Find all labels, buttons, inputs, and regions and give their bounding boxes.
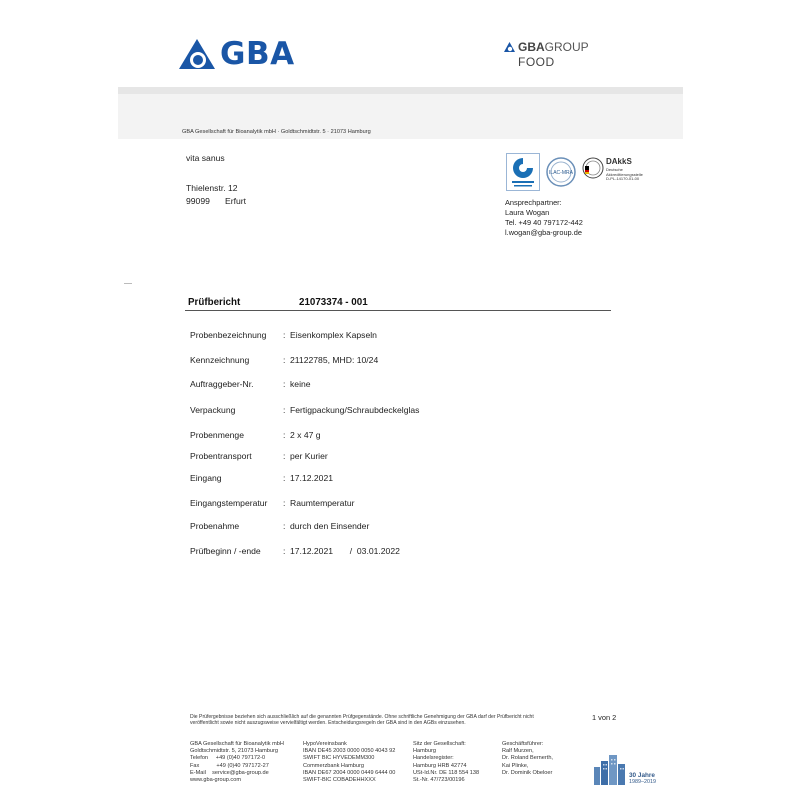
field-label: Probenmenge [190, 430, 244, 440]
footer-bank-column [303, 741, 395, 784]
field-label: Prüfbeginn / -ende [190, 546, 261, 556]
header-band-strip [118, 87, 683, 94]
contact-label: Ansprechpartner: [505, 198, 562, 207]
field-colon: : [283, 405, 286, 415]
gba-group-triangle-icon [504, 42, 515, 52]
footer-management-column [502, 741, 553, 777]
group-sub: FOOD [518, 55, 555, 69]
field-colon: : [283, 379, 286, 389]
report-title: Prüfbericht [188, 297, 241, 308]
footer-line: IBAN DE67 2004 0000 0449 6444 00 [303, 769, 396, 776]
field-colon: : [283, 330, 286, 340]
footer-line: GBA Gesellschaft für Bioanalytik mbH [190, 741, 284, 747]
building-icon [594, 755, 626, 785]
gba-triangle-icon [178, 38, 216, 70]
seal-text: ILAC-MRA [549, 170, 573, 176]
contact-email: l.wogan@gba-group.de [505, 228, 582, 237]
gba-wordmark: GBA [220, 36, 295, 72]
field-value: 21122785, MHD: 10/24 [290, 355, 379, 365]
disclaimer-line: veröffentlicht sowie nicht auszugsweise vervielfältigt werden. Entscheidungsregeln der GBA sind in den AGBs einzusehen. [190, 720, 466, 727]
footer-line: Handelsregister: [413, 755, 454, 762]
field-colon: : [283, 546, 286, 556]
field-label: Eingangstemperatur [190, 498, 268, 508]
recipient-company: vita sanus [186, 153, 225, 163]
page-count: 1 von 2 [592, 713, 617, 722]
footer-line: IBAN DE45 2003 0000 0050 4043 92 [303, 748, 396, 755]
field-colon: : [283, 451, 286, 461]
footer-line: St.-Nr. 47/723/00196 [413, 777, 465, 784]
field-colon: : [283, 473, 286, 483]
footer-line: Hamburg HRB 42774 [413, 762, 467, 769]
footer-line: Telefon +49 (0)40 797172-0 [190, 755, 266, 762]
gba-logo [178, 36, 295, 72]
group-suffix: GROUP [544, 40, 589, 54]
contact-phone: Tel. +49 40 797172-442 [505, 218, 583, 227]
field-value: 17.12.2021 [290, 473, 334, 483]
field-value: per Kurier [290, 451, 328, 461]
footer-line: Dr. Dominik Obeloer [502, 769, 553, 776]
footer-line: Dr. Roland Bernerth, [502, 755, 553, 762]
field-colon: : [283, 498, 286, 508]
field-value: durch den Einsender [290, 521, 370, 531]
dakks-title: DAkkS [606, 157, 632, 166]
dakks-circle-icon [582, 157, 604, 179]
footer-line: Sitz der Gesellschaft: [413, 741, 466, 747]
report-number: 21073374 - 001 [299, 297, 368, 308]
title-rule [185, 310, 611, 311]
ilac-mra-seal-icon [546, 157, 576, 192]
footer-line: Ralf Murzen, [502, 748, 534, 755]
anniversary-badge [594, 755, 656, 785]
footer-line: Fax +49 (0)40 797172-27 [190, 762, 269, 769]
group-prefix: GBA [518, 40, 545, 54]
gba-group-food-logo [504, 40, 604, 69]
footer-line: Geschäftsführer: [502, 741, 544, 747]
testing-lab-badge-icon [506, 153, 540, 191]
disclaimer-line: Die Prüfergebnisse beziehen sich ausschließlich auf die genannten Prüfgegenstände. Ohne schriftliche Genehmigung der GBA darf der Prüfbericht nicht [190, 714, 534, 720]
footer-line: Goldtschmidtstr. 5, 21073 Hamburg [190, 748, 278, 755]
field-label: Eingang [190, 473, 222, 483]
field-label: Auftraggeber-Nr. [190, 379, 254, 389]
field-label: Kennzeichnung [190, 355, 250, 365]
recipient-zip: 99099 [186, 196, 210, 206]
footer-line: USt-Id.Nr. DE 118 554 138 [413, 769, 480, 776]
field-colon: : [283, 355, 286, 365]
dakks-line1: Deutsche [606, 167, 623, 172]
footer-company-column [190, 741, 284, 784]
anniversary-title: 30 Jahre [629, 772, 655, 779]
field-label: Verpackung [190, 405, 236, 415]
dakks-logo [582, 157, 643, 182]
dakks-line3: D-PL-14170-01-00 [606, 176, 640, 182]
field-colon: : [283, 521, 286, 531]
recipient-street: Thielenstr. 12 [186, 183, 238, 193]
field-label: Probenbezeichnung [190, 330, 267, 340]
sender-line: GBA Gesellschaft für Bioanalytik mbH · Goldtschmidtstr. 5 · 21073 Hamburg [182, 129, 371, 135]
footer-line: HypoVereinsbank [303, 741, 347, 747]
footer-line: SWIFT BIC HYVEDEMM300 [303, 755, 375, 762]
dakks-line2: Akkreditierungsstelle [606, 171, 643, 177]
field-label: Probenahme [190, 521, 240, 531]
field-value: keine [290, 379, 311, 389]
footer-line: SWIFT-BIC COBADEHHXXX [303, 777, 376, 784]
field-value: 2 x 47 g [290, 430, 321, 440]
disclaimer [190, 714, 550, 727]
field-label: Probentransport [190, 451, 252, 461]
recipient-city: Erfurt [225, 196, 247, 206]
footer-line: www.gba-group.com [190, 777, 241, 784]
field-value: Fertigpackung/Schraubdeckelglas [290, 405, 420, 415]
footer-line: Kai Plinke, [502, 762, 529, 769]
field-value: Eisenkomplex Kapseln [290, 330, 377, 340]
footer-line: E-Mail service@gba-group.de [190, 769, 269, 776]
footer-line: Commerzbank Hamburg [303, 762, 364, 769]
field-value: 17.12.2021 / 03.01.2022 [290, 546, 400, 556]
contact-name: Laura Wogan [505, 208, 550, 217]
fold-mark [124, 283, 132, 284]
footer-line: Hamburg [413, 748, 437, 755]
footer-registry-column [413, 741, 479, 784]
field-colon: : [283, 430, 286, 440]
field-value: Raumtemperatur [290, 498, 355, 508]
anniversary-years: 1989–2019 [629, 779, 656, 785]
